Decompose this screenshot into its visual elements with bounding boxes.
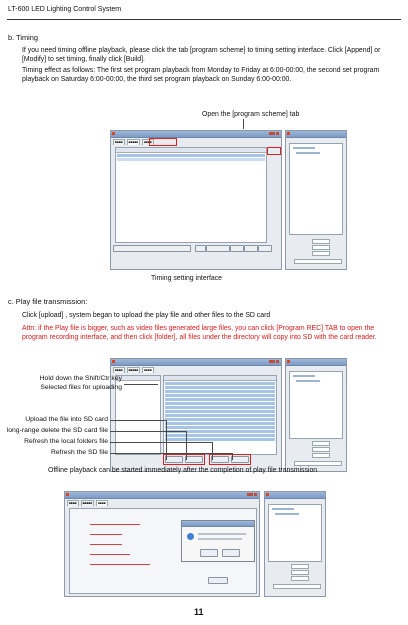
modify-button[interactable] [244, 245, 258, 252]
window-titlebar [65, 492, 259, 499]
list-item[interactable] [165, 382, 275, 385]
ip-field[interactable] [312, 239, 330, 244]
leader-refresh-local [110, 442, 212, 443]
progress-line [90, 531, 122, 535]
app-icon [287, 360, 290, 363]
device-panel-1 [285, 130, 347, 270]
tree-item[interactable] [272, 508, 294, 510]
window-titlebar [111, 131, 281, 138]
leader-delete-vertical [186, 431, 187, 460]
port-field[interactable] [312, 447, 330, 452]
section-c-heading: c. Play file transmission: [8, 297, 88, 306]
window-controls [268, 132, 279, 136]
list-item[interactable] [165, 410, 275, 413]
list-item[interactable] [165, 398, 275, 401]
dialog-message-line [198, 538, 242, 540]
list-item[interactable] [165, 422, 275, 425]
list-item[interactable] [165, 406, 275, 409]
list-header [116, 376, 160, 381]
device-panel-3 [264, 491, 326, 597]
leader-refresh-sd [110, 453, 232, 454]
label-shift-key: Hold down the Shift/Ctr key [39, 375, 122, 382]
tab-program-scheme[interactable]: ■■■■■ [128, 368, 139, 372]
annotation-line [124, 384, 158, 385]
dialog-titlebar [182, 521, 254, 527]
panel-titlebar [286, 359, 346, 366]
upload-complete-dialog [181, 520, 255, 562]
program-tabs[interactable] [67, 500, 109, 505]
file-path-field[interactable] [294, 259, 342, 264]
list-item[interactable] [165, 426, 275, 429]
device-panel-2 [285, 358, 347, 472]
device-tree[interactable] [289, 143, 343, 235]
progress-line [90, 521, 140, 525]
section-b-heading: b. Timing [8, 33, 38, 42]
label-delete: long-range delete the SD card file [6, 427, 108, 434]
dialog-message-line [198, 533, 246, 535]
list-item[interactable] [165, 390, 275, 393]
app-icon [66, 493, 69, 496]
app-icon [287, 132, 290, 135]
attention-note: Attn: if the Play file is bigger, such as video files generated large files, you can click [Program REC] TAB to open the program recording interface, and then click [folder], all files under the directory will copy into SD with the card reader. [22, 325, 377, 341]
leader-delete [110, 431, 186, 432]
section-b-paragraph-1: If you need timing offline playback, please click the tab [program scheme] to timing setting interface. Click [Append] or [Modify] to set timing, finally click [Build]. [22, 47, 381, 63]
device-tree[interactable] [268, 504, 322, 562]
program-manager-window-3 [64, 491, 260, 597]
section-c-paragraph-1: Click [upload] , system began to upload the play file and other files to the SD card [22, 312, 271, 319]
progress-line [90, 551, 130, 555]
dialog-no-button[interactable] [222, 549, 240, 557]
progress-line [90, 561, 150, 565]
tab-program-upload[interactable]: ■■■■ [144, 140, 152, 144]
window-controls [268, 360, 279, 364]
panel-titlebar [265, 492, 325, 499]
tree-item[interactable] [296, 152, 320, 154]
app-icon [112, 360, 115, 363]
program-tabs[interactable] [113, 367, 155, 372]
program-dropdown[interactable] [113, 245, 191, 252]
schedule-table[interactable] [115, 147, 267, 243]
tab-program-rec[interactable]: ■■■■ [115, 368, 123, 372]
port-field[interactable] [312, 245, 330, 250]
final-note: Offline playback can be started immediately after the completion of play file transmission [48, 467, 318, 474]
progress-line [90, 541, 122, 545]
program-manager-window-2 [110, 358, 282, 472]
sd-file-list[interactable] [163, 375, 277, 455]
table-header [116, 148, 266, 153]
section-b-paragraph-2: Timing effect as follows: The first set program playback from Monday to Friday at 6:00-00:00, the second set program playback on Saturday 6:00-00:00, the third set program playback on Sunday 6:00-00:00. [22, 67, 380, 83]
label-upload: Upload the file into SD card [25, 416, 108, 423]
ip-field[interactable] [291, 564, 309, 569]
label-refresh-local: Refresh the local folders file [24, 438, 108, 445]
leader-upload [110, 420, 166, 421]
time-field[interactable] [206, 245, 230, 252]
manage-button[interactable] [208, 577, 228, 584]
tab-program-upload[interactable]: ■■■■ [98, 501, 106, 505]
tab-program-rec[interactable]: ■■■■ [115, 140, 123, 144]
app-icon [112, 132, 115, 135]
port-field[interactable] [291, 570, 309, 575]
program-manager-window-1 [110, 130, 282, 270]
label-selected-files: Selected files for uploading [40, 384, 122, 391]
highlight-append-box [267, 147, 281, 155]
list-item[interactable] [165, 434, 275, 437]
highlight-upload-box [163, 454, 205, 465]
tree-item[interactable] [293, 375, 315, 377]
list-item[interactable] [165, 438, 275, 441]
leader-refresh-sd-vertical [232, 453, 233, 460]
device-tree[interactable] [289, 371, 343, 439]
list-header [164, 376, 276, 381]
mode-field[interactable] [312, 453, 330, 458]
annotation-leader [243, 119, 244, 129]
table-row[interactable] [117, 158, 265, 161]
page-number: 11 [194, 607, 204, 617]
set-button[interactable] [195, 245, 206, 252]
tab-program-scheme[interactable]: ■■■■■ [82, 501, 93, 505]
list-item[interactable] [165, 414, 275, 417]
tree-item[interactable] [275, 513, 299, 515]
mode-field[interactable] [312, 251, 330, 256]
mode-field[interactable] [291, 576, 309, 581]
leader-refresh-local-vertical [212, 442, 213, 460]
open-tab-annotation: Open the [program scheme] tab [202, 111, 300, 118]
list-item[interactable] [165, 386, 275, 389]
info-icon [187, 533, 194, 540]
window-controls [246, 493, 257, 497]
tree-item[interactable] [293, 147, 315, 149]
tab-program-rec[interactable]: ■■■■ [69, 501, 77, 505]
app-icon [266, 493, 269, 496]
file-path-field[interactable] [273, 584, 321, 589]
dialog-yes-button[interactable] [200, 549, 218, 557]
list-item[interactable] [165, 402, 275, 405]
label-refresh-sd: Refresh the SD file [50, 449, 108, 456]
list-item[interactable] [165, 394, 275, 397]
panel-titlebar [286, 131, 346, 138]
header-rule [7, 19, 401, 20]
list-item[interactable] [165, 418, 275, 421]
file-path-field[interactable] [294, 461, 342, 466]
highlight-tab-box [149, 138, 177, 146]
timing-caption: Timing setting interface [151, 275, 222, 282]
table-row[interactable] [117, 154, 265, 157]
window-titlebar [111, 359, 281, 366]
document-header: LT-600 LED Lighting Control System [8, 6, 122, 13]
tab-program-scheme[interactable]: ■■■■■ [128, 140, 139, 144]
tree-item[interactable] [296, 380, 320, 382]
leader-upload-vertical [166, 420, 167, 460]
tab-program-upload[interactable]: ■■■■ [144, 368, 152, 372]
highlight-refresh-box [209, 454, 251, 465]
build-button[interactable] [258, 245, 272, 252]
ip-field[interactable] [312, 441, 330, 446]
append-button[interactable] [230, 245, 244, 252]
